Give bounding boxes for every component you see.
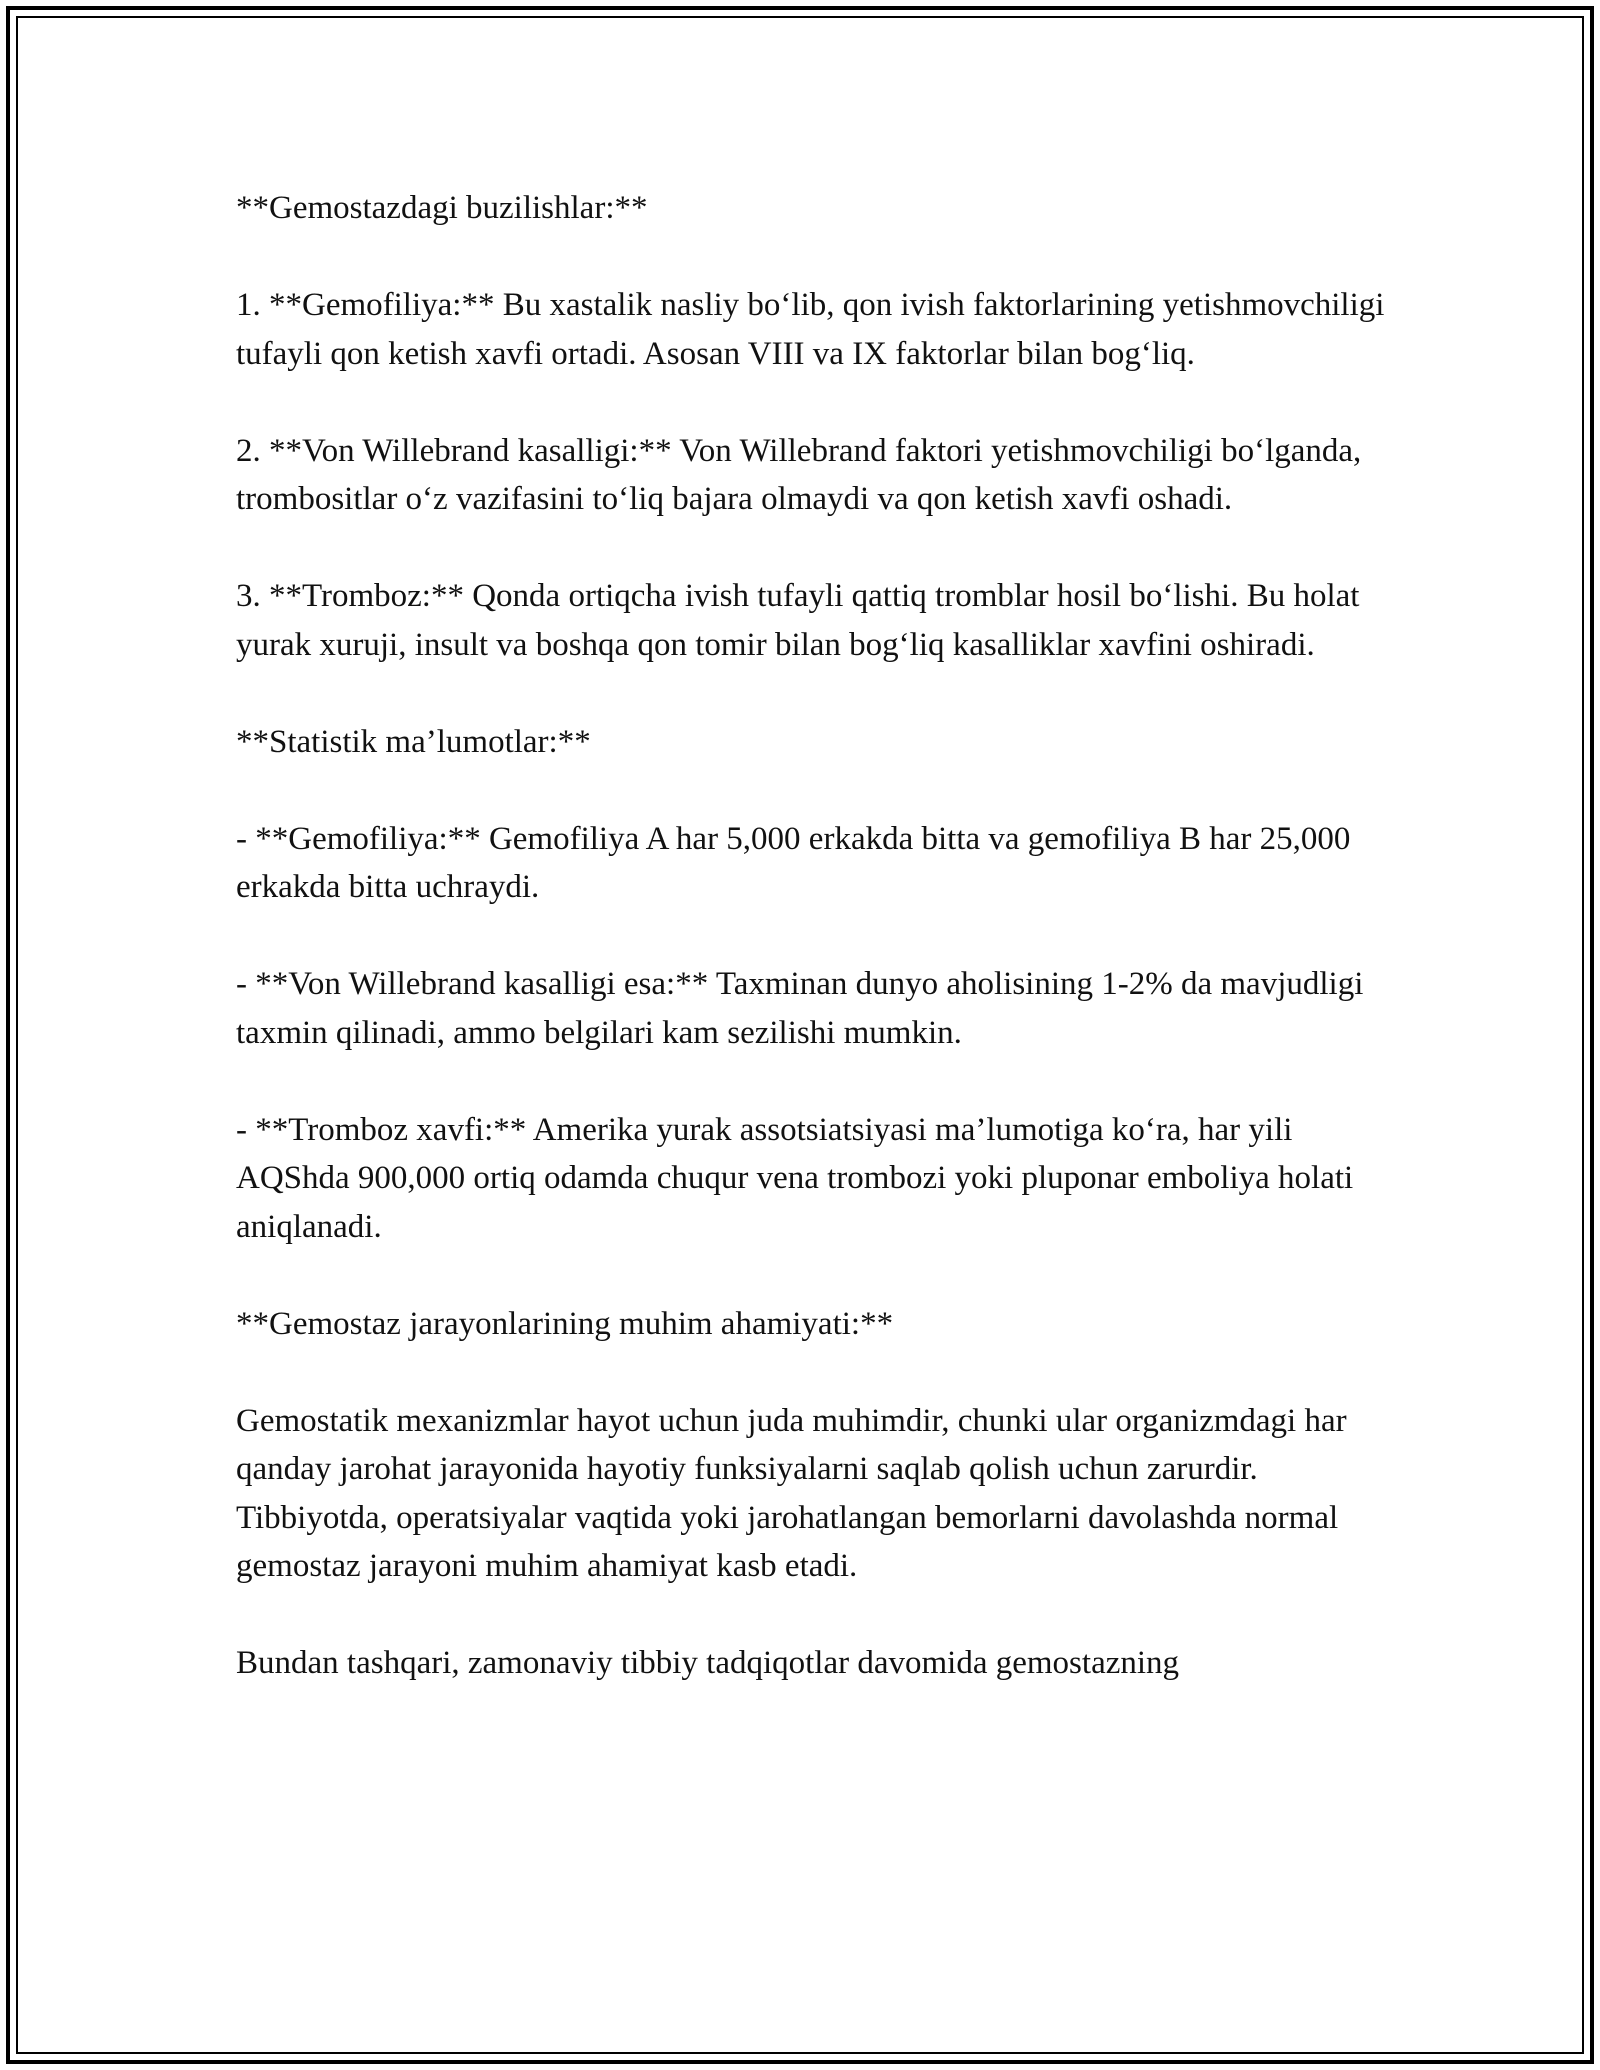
paragraph-von-willebrand: 2. **Von Willebrand kasalligi:** Von Willebrand faktori yetishmovchiligi bo‘lganda, trombositlar o‘z vazifasini to‘liq bajara olmaydi va qon ketish xavfi oshadi.: [236, 432, 1362, 517]
section-heading-importance: **Gemostaz jarayonlarining muhim ahamiyati:**: [236, 1305, 894, 1342]
paragraph-hemophilia: 1. **Gemofiliya:** Bu xastalik nasliy bo‘lib, qon ivish faktorlarining yetishmovchiligi tufayli qon ketish xavfi ortadi. Asosan VIII va IX faktorlar bilan bog‘liq.: [236, 287, 1385, 372]
list-item-von-willebrand-stats: - **Von Willebrand kasalligi esa:** Taxminan dunyo aholisining 1-2% da mavjudligi taxmin qilinadi, ammo belgilari kam sezilishi mumkin.: [236, 966, 1364, 1051]
list-item-thrombosis-risk: - **Tromboz xavfi:** Amerika yurak assotsiatsiyasi ma’lumotiga ko‘ra, har yili AQShda 900,000 ortiq odamda chuqur vena trombozi yoki pluponar emboliya holati aniqlanadi.: [236, 1111, 1354, 1245]
paragraph-hemostatic-mechanisms: Gemostatik mexanizmlar hayot uchun juda muhimdir, chunki ular organizmdagi har qanday jarohat jarayonida hayotiy funksiyalarni saqlab qolish uchun zarurdir. Tibbiyotda, operatsiyalar vaqtida yoki jarohatlangan bemorlarni davolashda normal gemostaz jarayoni muhim ahamiyat kasb etadi.: [236, 1402, 1347, 1584]
paragraph-research-continuation: Bundan tashqari, zamonaviy tibbiy tadqiqotlar davomida gemostazning: [236, 1645, 1180, 1681]
section-heading-disorders: **Gemostazdagi buzilishlar:**: [236, 190, 648, 226]
section-heading-statistics: **Statistik ma’lumotlar:**: [236, 723, 591, 760]
paragraph-thrombosis: 3. **Tromboz:** Qonda ortiqcha ivish tufayli qattiq tromblar hosil bo‘lishi. Bu holat yurak xuruji, insult va boshqa qon tomir bilan bog‘liq kasalliklar xavfini oshiradi.: [236, 578, 1360, 663]
document-body: [236, 184, 1386, 1688]
list-item-hemophilia-stats: - **Gemofiliya:** Gemofiliya A har 5,000 erkakda bitta va gemofiliya B har 25,000 erkakda bitta uchraydi.: [236, 820, 1351, 905]
